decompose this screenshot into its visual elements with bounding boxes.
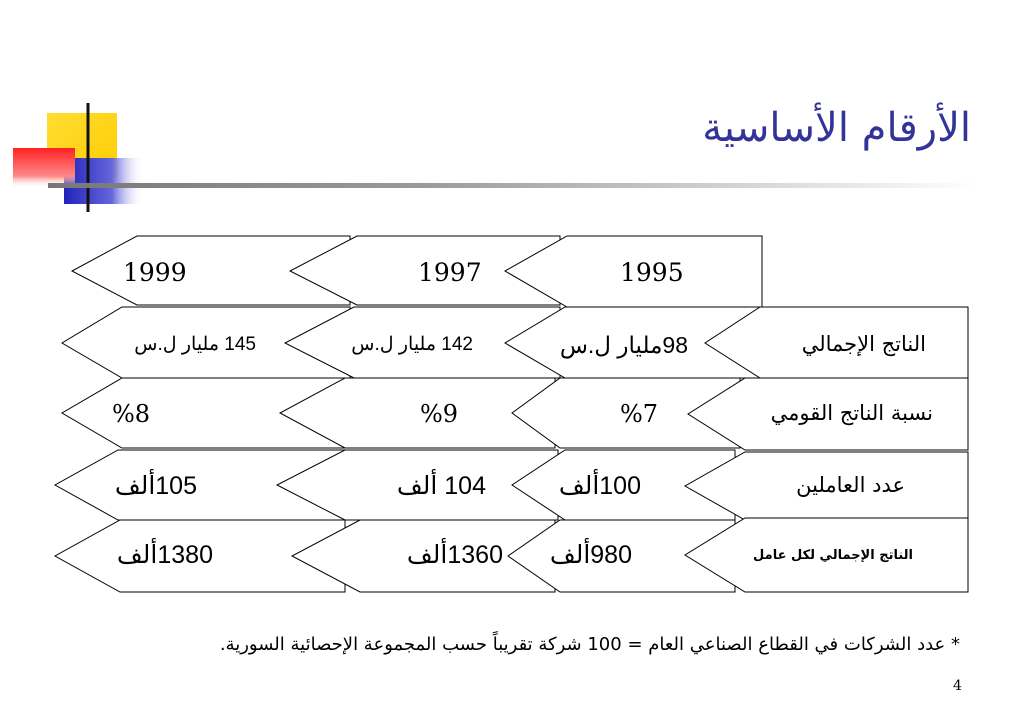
value-share-1995: %7 [620, 400, 659, 428]
row-label-gdp-per-worker: الناتج الإجمالي لكل عامل [753, 548, 913, 563]
page-title: الأرقام الأساسية [702, 105, 971, 151]
value-share-1997: %9 [420, 400, 459, 428]
value-workers-1999: 105ألف [114, 472, 197, 500]
value-gdp-1995: 98مليار ل.س [559, 332, 688, 358]
value-gdp-1997: 142 مليار ل.س [351, 334, 473, 355]
value-perworker-1997: 1360ألف [406, 541, 503, 569]
page-number: 4 [953, 678, 962, 694]
row-label-gdp: الناتج الإجمالي [801, 332, 926, 356]
row-label-national-share: نسبة الناتج القومي [770, 401, 933, 425]
year-1997: 1997 [418, 258, 482, 287]
value-perworker-1995: 980ألف [549, 541, 632, 569]
footnote: * عدد الشركات في القطاع الصناعي العام = 100 شركة تقريباً حسب المجموعة الإحصائية السورية. [219, 634, 960, 655]
year-1995: 1995 [620, 258, 684, 287]
value-perworker-1999: 1380ألف [116, 541, 213, 569]
value-gdp-1999: 145 مليار ل.س [134, 334, 256, 355]
row-label-workers: عدد العاملين [796, 473, 905, 497]
value-workers-1997: 104 ألف [396, 472, 486, 500]
value-share-1999: %8 [112, 400, 151, 428]
value-workers-1995: 100ألف [558, 472, 641, 500]
year-1999: 1999 [123, 258, 187, 287]
